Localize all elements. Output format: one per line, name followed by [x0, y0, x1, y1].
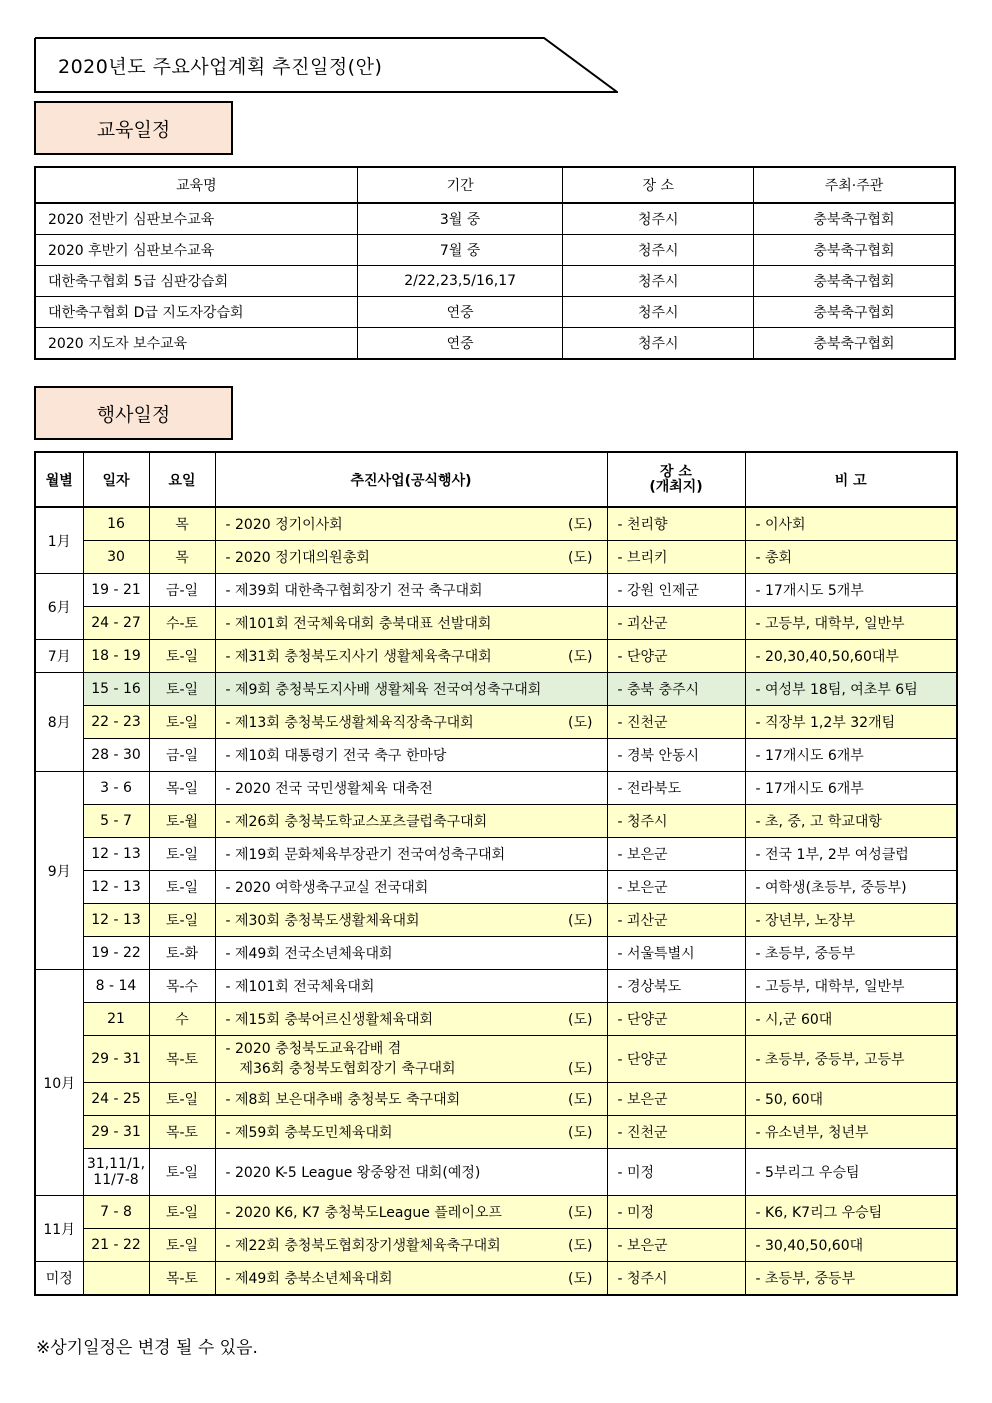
- event-venue: - 청주시: [607, 1262, 745, 1296]
- event-weekday: 토-일: [149, 673, 215, 706]
- event-title: - 제31회 충청북도지사기 생활체육축구대회: [225, 649, 492, 665]
- event-title: - 제101회 전국체육대회 충북대표 선발대회: [225, 616, 492, 632]
- event-weekday: 토-일: [149, 706, 215, 739]
- event-title-line: [226, 547, 607, 567]
- event-title-cell: [215, 838, 607, 871]
- event-venue: - 진천군: [607, 706, 745, 739]
- event-row: [35, 1149, 957, 1196]
- event-title: - 제19회 문화체육부장관기 전국여성축구대회: [225, 847, 506, 863]
- event-note: - 초등부, 중등부, 고등부: [745, 1036, 957, 1083]
- event-row: [35, 507, 957, 541]
- event-weekday: 금-일: [149, 574, 215, 607]
- event-tag: (도): [568, 1205, 593, 1221]
- education-host: 충북축구협회: [754, 235, 956, 266]
- event-row: [35, 541, 957, 574]
- event-date: 12 - 13: [83, 838, 149, 871]
- event-title-line: [226, 1268, 607, 1288]
- event-title-cell: [215, 805, 607, 838]
- event-title-line: [226, 1089, 607, 1109]
- event-title: - 제39회 대한축구협회장기 전국 축구대회: [225, 583, 483, 599]
- education-place: 청주시: [563, 297, 754, 328]
- event-tag: (도): [568, 715, 593, 731]
- event-month: 6月: [35, 574, 83, 640]
- event-venue: - 미정: [607, 1196, 745, 1229]
- event-title-continued: 제36회 충청북도협회장기 축구대회: [239, 1061, 456, 1077]
- event-title-line: [226, 745, 607, 765]
- event-title-line: [226, 1202, 607, 1222]
- event-note: - 유소년부, 청년부: [745, 1116, 957, 1149]
- event-month: 10月: [35, 970, 83, 1196]
- education-host: 충북축구협회: [754, 297, 956, 328]
- event-venue: - 단양군: [607, 1003, 745, 1036]
- event-title: - 제10회 대통령기 전국 축구 한마당: [225, 748, 447, 764]
- event-title-cell: [215, 1196, 607, 1229]
- header-event: 추진사업(공식행사): [215, 452, 607, 507]
- event-tag: (도): [568, 1125, 593, 1141]
- event-title-line: [226, 514, 607, 534]
- event-note: - 17개시도 6개부: [745, 772, 957, 805]
- event-row: [35, 838, 957, 871]
- event-weekday: 목-일: [149, 772, 215, 805]
- event-note: - 초등부, 중등부: [745, 1262, 957, 1296]
- events-header-row: [35, 452, 957, 507]
- education-header-row: [35, 167, 955, 203]
- event-title-line: [226, 910, 607, 930]
- event-row: [35, 805, 957, 838]
- event-row: [35, 871, 957, 904]
- event-row: [35, 1036, 957, 1083]
- event-note: - 직장부 1,2부 32개팀: [745, 706, 957, 739]
- event-month: 7月: [35, 640, 83, 673]
- event-title-line: [226, 1039, 607, 1059]
- education-row: [35, 203, 955, 235]
- event-title-line: [226, 712, 607, 732]
- event-date: 29 - 31: [83, 1116, 149, 1149]
- event-note: - 5부리그 우승팀: [745, 1149, 957, 1196]
- event-note: - 장년부, 노장부: [745, 904, 957, 937]
- event-title-cell: [215, 871, 607, 904]
- event-tag: (도): [568, 913, 593, 929]
- event-note: - 17개시도 5개부: [745, 574, 957, 607]
- event-tag: (도): [568, 1092, 593, 1108]
- event-title-cell: [215, 772, 607, 805]
- event-date: [83, 1149, 149, 1196]
- event-row: [35, 574, 957, 607]
- footnote: ※상기일정은 변경 될 수 있음.: [36, 1338, 258, 1358]
- event-tag: (도): [568, 1271, 593, 1287]
- event-weekday: 토-일: [149, 640, 215, 673]
- education-row: [35, 297, 955, 328]
- education-period: 연중: [357, 297, 563, 328]
- education-row: [35, 328, 955, 360]
- education-host: 충북축구협회: [754, 203, 956, 235]
- event-weekday: 수-토: [149, 607, 215, 640]
- education-place: 청주시: [563, 203, 754, 235]
- event-title: - 2020 정기대의원총회: [225, 550, 370, 566]
- event-note: - 20,30,40,50,60대부: [745, 640, 957, 673]
- event-date: 18 - 19: [83, 640, 149, 673]
- event-row: [35, 1262, 957, 1296]
- event-title-cell: [215, 1036, 607, 1083]
- event-note: - 고등부, 대학부, 일반부: [745, 970, 957, 1003]
- event-date: 28 - 30: [83, 739, 149, 772]
- event-note: - 시,군 60대: [745, 1003, 957, 1036]
- header-day: 요일: [149, 452, 215, 507]
- event-note: - 50, 60대: [745, 1083, 957, 1116]
- event-date: 21 - 22: [83, 1229, 149, 1262]
- event-note: - 초등부, 중등부: [745, 937, 957, 970]
- event-row: [35, 772, 957, 805]
- event-title-cell: [215, 1149, 607, 1196]
- event-venue: - 보은군: [607, 1083, 745, 1116]
- event-title-cell: [215, 507, 607, 541]
- event-title: - 2020 전국 국민생활체육 대축전: [225, 781, 433, 797]
- event-title: - 제101회 전국체육대회: [225, 979, 375, 995]
- event-weekday: 목-수: [149, 970, 215, 1003]
- event-venue: - 단양군: [607, 1036, 745, 1083]
- event-date: 5 - 7: [83, 805, 149, 838]
- event-weekday: 수: [149, 1003, 215, 1036]
- header-place: 장 소: [563, 167, 754, 203]
- event-date: 24 - 27: [83, 607, 149, 640]
- event-weekday: 토-화: [149, 937, 215, 970]
- event-row: [35, 1229, 957, 1262]
- event-date: 24 - 25: [83, 1083, 149, 1116]
- title-box: [34, 37, 618, 93]
- event-title: - 제49회 충북소년체육대회: [225, 1271, 393, 1287]
- event-date: 7 - 8: [83, 1196, 149, 1229]
- education-course-name: 2020 지도자 보수교육: [35, 328, 357, 360]
- event-weekday: 목: [149, 541, 215, 574]
- event-title-cell: [215, 640, 607, 673]
- event-title: - 제9회 충청북도지사배 생활체육 전국여성축구대회: [225, 682, 542, 698]
- event-title-cell: [215, 904, 607, 937]
- event-date-line: 11/7-8: [93, 1172, 139, 1188]
- education-period: 연중: [357, 328, 563, 360]
- event-title: - 제13회 충청북도생활체육직장축구대회: [225, 715, 474, 731]
- education-course-name: 2020 전반기 심판보수교육: [35, 203, 357, 235]
- event-tag: (도): [568, 550, 593, 566]
- event-date-line: 31,11/1,: [86, 1156, 146, 1172]
- event-title-line: [226, 1009, 607, 1029]
- event-note: - 30,40,50,60대: [745, 1229, 957, 1262]
- event-title: - 제49회 전국소년체육대회: [225, 946, 393, 962]
- event-weekday: 토-일: [149, 1149, 215, 1196]
- event-date: 29 - 31: [83, 1036, 149, 1083]
- events-section-label: 행사일정: [34, 386, 233, 440]
- education-row: [35, 266, 955, 297]
- event-weekday: 목-토: [149, 1116, 215, 1149]
- event-weekday: 목-토: [149, 1036, 215, 1083]
- education-host: 충북축구협회: [754, 328, 956, 360]
- event-weekday: 토-일: [149, 1083, 215, 1116]
- event-weekday: 토-일: [149, 838, 215, 871]
- event-note: - 초, 중, 고 학교대항: [745, 805, 957, 838]
- event-title-cell: [215, 739, 607, 772]
- event-month: 8月: [35, 673, 83, 772]
- event-title: - 제59회 충북도민체육대회: [225, 1125, 393, 1141]
- header-period: 기간: [357, 167, 563, 203]
- event-title: - 제8회 보은대추배 충청북도 축구대회: [225, 1092, 461, 1108]
- header-venue-label: 장 소: [660, 463, 692, 480]
- event-weekday: 토-일: [149, 1196, 215, 1229]
- event-weekday: 토-일: [149, 904, 215, 937]
- event-venue: - 경북 안동시: [607, 739, 745, 772]
- event-title-cell: [215, 607, 607, 640]
- event-weekday: 토-일: [149, 1229, 215, 1262]
- event-note: - 고등부, 대학부, 일반부: [745, 607, 957, 640]
- event-title-line: [226, 580, 607, 600]
- event-date: 22 - 23: [83, 706, 149, 739]
- event-row: [35, 970, 957, 1003]
- event-note: - K6, K7리그 우승팀: [745, 1196, 957, 1229]
- event-title: - 2020 정기이사회: [225, 517, 343, 533]
- event-title-line: [226, 613, 607, 633]
- education-place: 청주시: [563, 266, 754, 297]
- education-course-name: 대한축구협회 5급 심판강습회: [35, 266, 357, 297]
- event-title: - 제22회 충청북도협회장기생활체육축구대회: [225, 1238, 501, 1254]
- event-venue: - 괴산군: [607, 607, 745, 640]
- event-title-line: [226, 778, 607, 798]
- event-date: 8 - 14: [83, 970, 149, 1003]
- event-tag: (도): [568, 649, 593, 665]
- event-venue: - 경상북도: [607, 970, 745, 1003]
- event-weekday: 목-토: [149, 1262, 215, 1296]
- event-title: - 2020 K-5 League 왕중왕전 대회(예정): [225, 1165, 481, 1181]
- header-venue-sub: (개최지): [649, 478, 703, 495]
- event-title-cell: [215, 937, 607, 970]
- event-venue: - 충북 충주시: [607, 673, 745, 706]
- event-title-cell: [215, 1262, 607, 1296]
- event-date: 15 - 16: [83, 673, 149, 706]
- event-date: 16: [83, 507, 149, 541]
- event-venue: - 강원 인제군: [607, 574, 745, 607]
- event-title-line: [226, 844, 607, 864]
- event-date: 30: [83, 541, 149, 574]
- event-row: [35, 739, 957, 772]
- event-title: - 2020 K6, K7 충청북도League 플레이오프: [225, 1205, 502, 1221]
- event-title: - 2020 여학생축구교실 전국대회: [225, 880, 429, 896]
- event-title-line: [226, 646, 607, 666]
- event-note: - 전국 1부, 2부 여성클럽: [745, 838, 957, 871]
- header-note: 비 고: [745, 452, 957, 507]
- event-title-line: [226, 679, 607, 699]
- header-venue: [607, 452, 745, 507]
- event-title-line: [226, 1122, 607, 1142]
- event-weekday: 금-일: [149, 739, 215, 772]
- event-date: 3 - 6: [83, 772, 149, 805]
- event-title-cell: [215, 574, 607, 607]
- event-title-cell: [215, 1116, 607, 1149]
- event-venue: - 괴산군: [607, 904, 745, 937]
- event-title-line: [226, 1162, 607, 1182]
- education-course-name: 2020 후반기 심판보수교육: [35, 235, 357, 266]
- event-date: 21: [83, 1003, 149, 1036]
- event-note: - 이사회: [745, 507, 957, 541]
- event-title-cell: [215, 1003, 607, 1036]
- event-title-cell: [215, 1083, 607, 1116]
- education-place: 청주시: [563, 328, 754, 360]
- education-period: 3월 중: [357, 203, 563, 235]
- event-title-line: [226, 1235, 607, 1255]
- event-title: - 2020 충청북도교육감배 겸: [225, 1041, 402, 1057]
- event-row: [35, 640, 957, 673]
- event-title-line: [226, 811, 607, 831]
- event-row: [35, 1003, 957, 1036]
- event-note: - 여학생(초등부, 중등부): [745, 871, 957, 904]
- page-title: 2020년도 주요사업계획 추진일정(안): [58, 56, 383, 78]
- events-table: [34, 451, 958, 1296]
- event-title: - 제26회 충청북도학교스포츠클럽축구대회: [225, 814, 488, 830]
- event-date: 12 - 13: [83, 904, 149, 937]
- event-tag: (도): [568, 517, 593, 533]
- event-title-line: [226, 1059, 607, 1079]
- event-weekday: 토-일: [149, 871, 215, 904]
- event-date: 12 - 13: [83, 871, 149, 904]
- event-row: [35, 1083, 957, 1116]
- education-table: [34, 166, 956, 360]
- header-month: 월별: [35, 452, 83, 507]
- event-row: [35, 1116, 957, 1149]
- education-period: 2/22,23,5/16,17: [357, 266, 563, 297]
- event-title-cell: [215, 706, 607, 739]
- education-row: [35, 235, 955, 266]
- event-row: [35, 673, 957, 706]
- event-row: [35, 937, 957, 970]
- event-title: - 제15회 충북어르신생활체육대회: [225, 1012, 434, 1028]
- header-host: 주최·주관: [754, 167, 956, 203]
- event-venue: - 미정: [607, 1149, 745, 1196]
- event-title-line: [226, 943, 607, 963]
- event-venue: - 보은군: [607, 1229, 745, 1262]
- event-title-cell: [215, 970, 607, 1003]
- event-date: [83, 1262, 149, 1296]
- event-row: [35, 904, 957, 937]
- event-date: 19 - 21: [83, 574, 149, 607]
- header-course-name: 교육명: [35, 167, 357, 203]
- event-tag: (도): [568, 1061, 593, 1077]
- event-row: [35, 1196, 957, 1229]
- event-month: 11月: [35, 1196, 83, 1262]
- education-course-name: 대한축구협회 D급 지도자강습회: [35, 297, 357, 328]
- event-weekday: 목: [149, 507, 215, 541]
- event-venue: - 단양군: [607, 640, 745, 673]
- event-venue: - 서울특별시: [607, 937, 745, 970]
- event-title-cell: [215, 673, 607, 706]
- event-tag: (도): [568, 1238, 593, 1254]
- event-title-cell: [215, 541, 607, 574]
- event-note: - 여성부 18팀, 여초부 6팀: [745, 673, 957, 706]
- event-weekday: 토-월: [149, 805, 215, 838]
- event-tag: (도): [568, 1012, 593, 1028]
- event-month: 미정: [35, 1262, 83, 1296]
- event-row: [35, 607, 957, 640]
- event-note: - 총회: [745, 541, 957, 574]
- event-venue: - 진천군: [607, 1116, 745, 1149]
- event-venue: - 브리키: [607, 541, 745, 574]
- event-month: 1月: [35, 507, 83, 574]
- event-month: 9月: [35, 772, 83, 970]
- event-venue: - 보은군: [607, 838, 745, 871]
- education-period: 7월 중: [357, 235, 563, 266]
- event-title-line: [226, 877, 607, 897]
- header-date: 일자: [83, 452, 149, 507]
- event-title-line: [226, 976, 607, 996]
- event-note: - 17개시도 6개부: [745, 739, 957, 772]
- event-venue: - 청주시: [607, 805, 745, 838]
- event-title-cell: [215, 1229, 607, 1262]
- event-venue: - 보은군: [607, 871, 745, 904]
- education-section-label: 교육일정: [34, 101, 233, 155]
- event-row: [35, 706, 957, 739]
- event-title: - 제30회 충청북도생활체육대회: [225, 913, 420, 929]
- education-place: 청주시: [563, 235, 754, 266]
- event-date: 19 - 22: [83, 937, 149, 970]
- event-venue: - 전라북도: [607, 772, 745, 805]
- education-host: 충북축구협회: [754, 266, 956, 297]
- event-venue: - 천리향: [607, 507, 745, 541]
